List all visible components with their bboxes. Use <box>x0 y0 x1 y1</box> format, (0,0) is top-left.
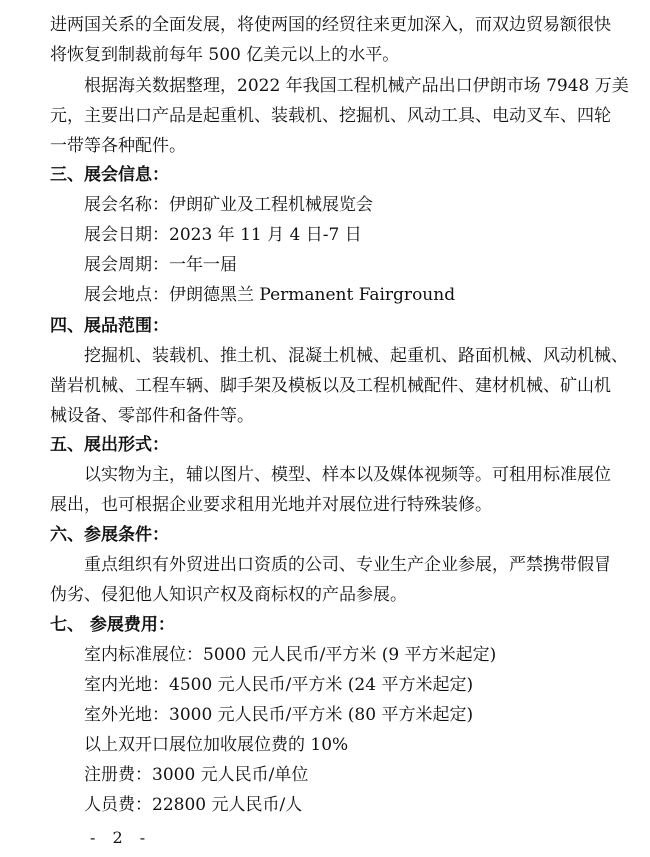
text-line: 一带等各种配件。 <box>50 136 186 156</box>
text-line: 挖掘机、装载机、推土机、混凝土机械、起重机、路面机械、风动机械、 <box>84 346 628 366</box>
text-line: 展会名称：伊朗矿业及工程机械展览会 <box>84 195 373 215</box>
section-heading-fees: 七、 参展费用： <box>50 615 175 635</box>
text-line: 展会周期：一年一届 <box>84 255 237 275</box>
text-line: 室内标准展位：5000 元人民币/平方米 (9 平方米起定) <box>84 645 497 665</box>
text-line: 人员费：22800 元人民币/人 <box>84 795 303 815</box>
text-line: 展会地点：伊朗德黑兰 Permanent Fairground <box>84 285 456 305</box>
text-line: 元，主要出口产品是起重机、装载机、挖掘机、风动工具、电动叉车、四轮 <box>50 106 611 126</box>
text-line: 以上双开口展位加收展位费的 10% <box>84 735 349 755</box>
page-number: - 2 - <box>90 828 152 847</box>
text-line: 室内光地：4500 元人民币/平方米 (24 平方米起定) <box>84 675 474 695</box>
section-heading-conditions: 六、参展条件： <box>50 525 169 545</box>
text-line: 伪劣、侵犯他人知识产权及商标权的产品参展。 <box>50 585 407 605</box>
text-line: 凿岩机械、工程车辆、脚手架及模板以及工程机械配件、建材机械、矿山机 <box>50 376 611 396</box>
text-line: 注册费：3000 元人民币/单位 <box>84 765 309 785</box>
text-line: 重点组织有外贸进出口资质的公司、专业生产企业参展，严禁携带假冒 <box>84 555 611 575</box>
text-line: 室外光地：3000 元人民币/平方米 (80 平方米起定) <box>84 705 474 725</box>
text-line: 将恢复到制裁前每年 500 亿美元以上的水平。 <box>50 45 400 65</box>
section-heading-exhibit-form: 五、展出形式： <box>50 435 169 455</box>
text-line: 展出，也可根据企业要求租用光地并对展位进行特殊装修。 <box>50 495 492 515</box>
section-heading-exhibition-info: 三、展会信息： <box>50 165 169 185</box>
text-line: 以实物为主，辅以图片、模型、样本以及媒体视频等。可租用标准展位 <box>84 465 611 485</box>
text-line: 进两国关系的全面发展，将使两国的经贸往来更加深入，而双边贸易额很快 <box>50 15 611 35</box>
text-line: 械设备、零部件和备件等。 <box>50 406 254 426</box>
text-line: 展会日期：2023 年 11 月 4 日-7 日 <box>84 225 362 245</box>
section-heading-exhibit-scope: 四、展品范围： <box>50 316 169 336</box>
text-line: 根据海关数据整理，2022 年我国工程机械产品出口伊朗市场 7948 万美 <box>84 76 629 96</box>
